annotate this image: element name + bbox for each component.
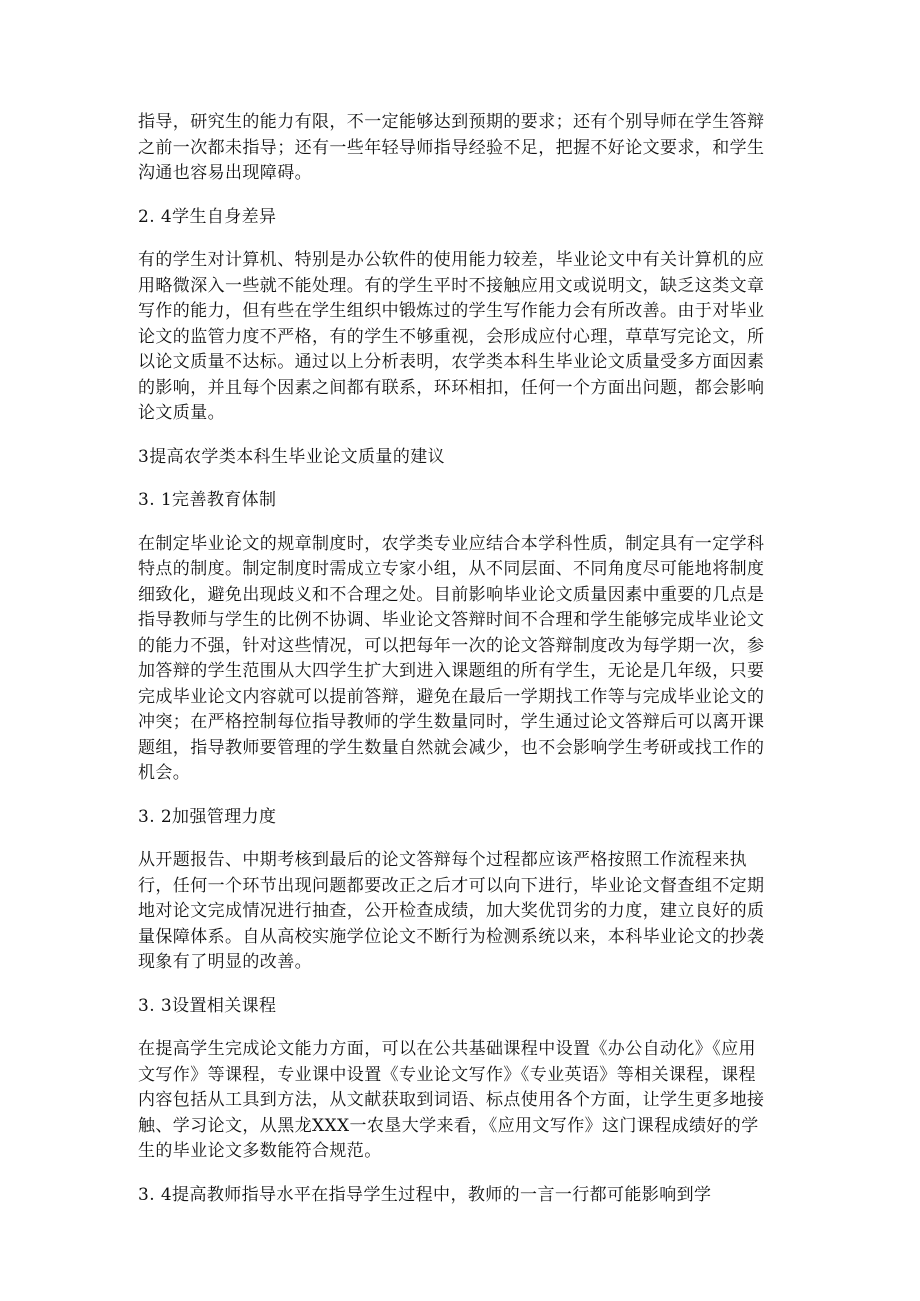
paragraph-management: 从开题报告、中期考核到最后的论文答辩每个过程都应该严格按照工作流程来执行，任何一个环节出现问题都要改正之后才可以向下进行，毕业论文督查组不定期地对论文完成情况进行抽查，公开检查成绩，加大奖优罚劣的力度，建立良好的质量保障体系。自从高校实施学位论文不断行为检测系统以来，本科毕业论文的抄袭现象有了明显的改善。 [138, 850, 765, 972]
paragraph-teacher-guidance: 3. 4提高教师指导水平在指导学生过程中，教师的一言一行都可能影响到学 [138, 1184, 712, 1205]
section-heading-2-4: 2. 4学生自身差异 [138, 206, 277, 227]
paragraph-education-system: 在制定毕业论文的规章制度时，农学类专业应结合本学科性质，制定具有一定学科特点的制度。制定制度时需成立专家小组，从不同层面、不同角度尽可能地将制度细致化，避免出现歧义和不合理之处。目前影响毕业论文质量因素中重要的几点是指导教师与学生的比例不协调、毕业论文答辩时间不合理和学生能够完成毕业论文的能力不强，针对这些情况，可以把每年一次的论文答辩制度改为每学期一次，参加答辩的学生范围从大四学生扩大到进入课题组的所有学生，无论是几年级，只要完成毕业论文内容就可以提前答辩，避免在最后一学期找工作等与完成毕业论文的冲突；在严格控制每位指导教师的学生数量同时，学生通过论文答辩后可以离开课题组，指导教师要管理的学生数量自然就会减少，也不会影响学生考研或找工作的机会。 [138, 533, 765, 783]
section-heading-3: 3提高农学类本科生毕业论文质量的建议 [138, 446, 446, 467]
paragraph-student-differences: 有的学生对计算机、特别是办公软件的使用能力较差，毕业论文中有关计算机的应用略微深入一些就不能处理。有的学生平时不接触应用文或说明文，缺乏这类文章写作的能力，但有些在学生组织中锻炼过的学生写作能力会有所改善。由于对毕业论文的监管力度不严格，有的学生不够重视，会形成应付心理，草草写完论文，所以论文质量不达标。通过以上分析表明，农学类本科生毕业论文质量受多方面因素的影响，并且每个因素之间都有联系，环环相扣，任何一个方面出问题，都会影响论文质量。 [138, 250, 765, 423]
section-heading-3-3: 3. 3设置相关课程 [138, 995, 277, 1016]
document-body [138, 110, 770, 1208]
section-heading-3-1: 3. 1完善教育体制 [138, 490, 277, 510]
section-heading-3-2: 3. 2加强管理力度 [138, 806, 277, 827]
paragraph-supervisor-issues: 指导，研究生的能力有限，不一定能够达到预期的要求；还有个别导师在学生答辩之前一次都未指导；还有一些年轻导师指导经验不足，把握不好论文要求，和学生沟通也容易出现障碍。 [138, 112, 765, 183]
paragraph-related-courses: 在提高学生完成论文能力方面，可以在公共基础课程中设置《办公自动化》《应用文写作》等课程，专业课中设置《专业论文写作》《专业英语》等相关课程，课程内容包括从工具到方法，从文献获取到词语、标点使用各个方面，让学生更多地接触、学习论文，从黑龙XXX一农垦大学来看，《应用文写作》这门课程成绩好的学生的毕业论文多数能符合规范。 [138, 1039, 765, 1161]
